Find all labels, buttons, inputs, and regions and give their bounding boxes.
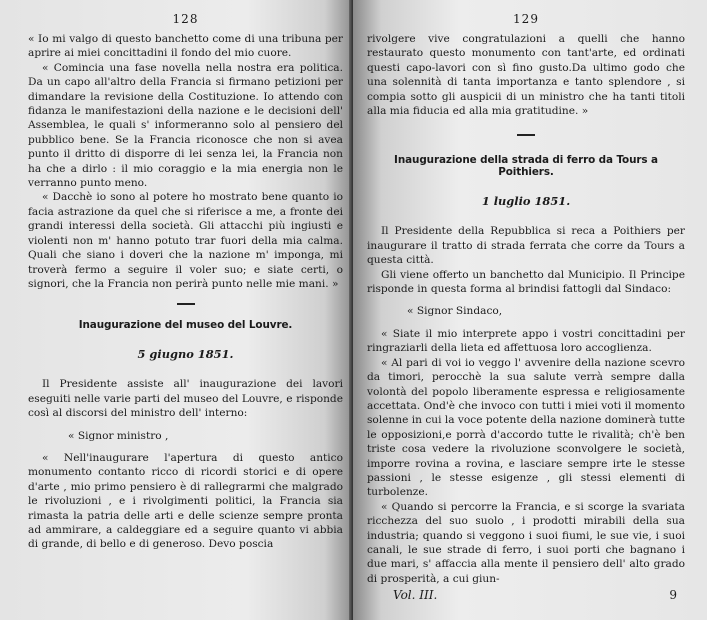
paragraph: « Siate il mio interprete appo i vostri concittadini per ringraziarli della lieta ed affettuosa loro accoglienza.	[367, 327, 685, 355]
paragraph: « Comincia una fase novella nella nostra era politica. Da un capo all'altro della Francia si firmano petizioni per dimandare la revisione della Costituzione. Io attendo con fidanza le manifestazioni della nazione e le decisioni dell' Assemblea, le quali s' informeranno solo al pensiero del pubblico bene. Se la Francia riconosce che non si avea punto il dritto di disporre di lei senza lei, la Francia non ha che a dirlo : il mio coraggio e la mia energia non le verranno punto meno.	[28, 61, 343, 190]
volume-label: Vol. III.	[393, 588, 438, 602]
section-divider	[177, 303, 195, 305]
paragraph: rivolgere vive congratulazioni a quelli che hanno restaurato questo monumento con tant'arte, ed ordinati questi capo-lavori con sì fino gusto.Da ultimo godo che una solennità di tanta importanza e tanto splendore , si compia sotto gli auspicii di un ministro che ha tanti titoli alla mia fiducia ed alla mia gratitudine. »	[367, 33, 685, 118]
left-page	[0, 0, 353, 620]
paragraph: Il Presidente della Repubblica si reca a Poithiers per inaugurare il tratto di strada ferrata che corre da Tours a questa città.	[367, 225, 685, 267]
section-heading: Inaugurazione del museo del Louvre.	[78, 319, 293, 332]
paragraph: Il Presidente assiste all' inaugurazione dei lavori eseguiti nelle varie parti del museo del Louvre, e risponde così al discorsi del ministro dell' interno:	[28, 378, 343, 420]
section-heading: Inaugurazione della strada di ferro da Tours a Poithiers.	[394, 154, 658, 179]
paragraph: « Al pari di voi io veggo l' avvenire della nazione scevro da timori, perocchè la sua salute verrà sempre dalla volontà del popolo liberamente espressa e religiosamente accettata. Ond'è che invoco con tutti i miei voti il momento solenne in cui la voce potente della nazione dominerà tutte le opposizioni,e porrà d'accordo tutte le rivalità; ch'è ben triste cosa vedere la rivoluzione sconvolgere le società, imporre rovina a rovina, e lasciare sempre irte le stesse passioni , le stesse esigenze , gli stessi elementi di turbolenze.	[367, 356, 686, 499]
paragraph: « Io mi valgo di questo banchetto come di una tribuna per aprire ai miei concittadini il fondo del mio cuore.	[28, 33, 343, 60]
salutation: « Signor Sindaco,	[407, 305, 503, 318]
paragraph: Gli viene offerto un banchetto dal Municipio. Il Principe risponde in questa forma al brindisi fattogli dal Sindaco:	[367, 268, 685, 296]
paragraph: « Dacchè io sono al potere ho mostrato bene quanto io facia astrazione da quel che si riferisce a me, a fronte dei grandi interessi della società. Gli attacchi più ingiusti e violenti non m' hanno potuto trar fuori della mia calma. Quali che siano i doveri che la nazione m' imponga, mi troverà fermo a seguire il voler suo; e siate certi, o signori, che la Francia non perirà punto nelle mie mani. »	[28, 191, 343, 290]
section-date: 5 giugno 1851.	[137, 347, 234, 362]
page-number: 129	[513, 12, 539, 26]
section-divider	[517, 134, 535, 136]
paragraph: « Quando si percorre la Francia, e si scorge la svariata ricchezza del suo suolo , i prodotti mirabili della sua industria; quando si veggono i suoi fiumi, le sue vie, i suoi canali, le sue strade di ferro, i suoi porti che bagnano i due mari, s' affaccia alla mente il pensiero dell' alto grado di prosperità, a cui giun-	[367, 500, 685, 585]
page-footer	[393, 588, 677, 602]
section-date: 1 luglio 1851.	[481, 194, 571, 209]
signature-mark: 9	[669, 588, 677, 602]
right-page	[353, 0, 707, 620]
salutation: « Signor ministro ,	[68, 429, 169, 442]
page-number: 128	[172, 12, 199, 26]
paragraph: « Nell'inaugurare l'apertura di questo antico monumento contanto ricco di ricordi storici e di opere d'arte , mio primo pensiero è di rallegrarmi che malgrado le rivoluzioni , e i rivolgimenti politici, la Francia sia rimasta la patria delle arti e delle scienze sempre pronta ad ammirare, a caldeggiare ed a seguire quanto vi abbia di grande, di bello e di generoso. Devo poscia	[28, 451, 343, 551]
